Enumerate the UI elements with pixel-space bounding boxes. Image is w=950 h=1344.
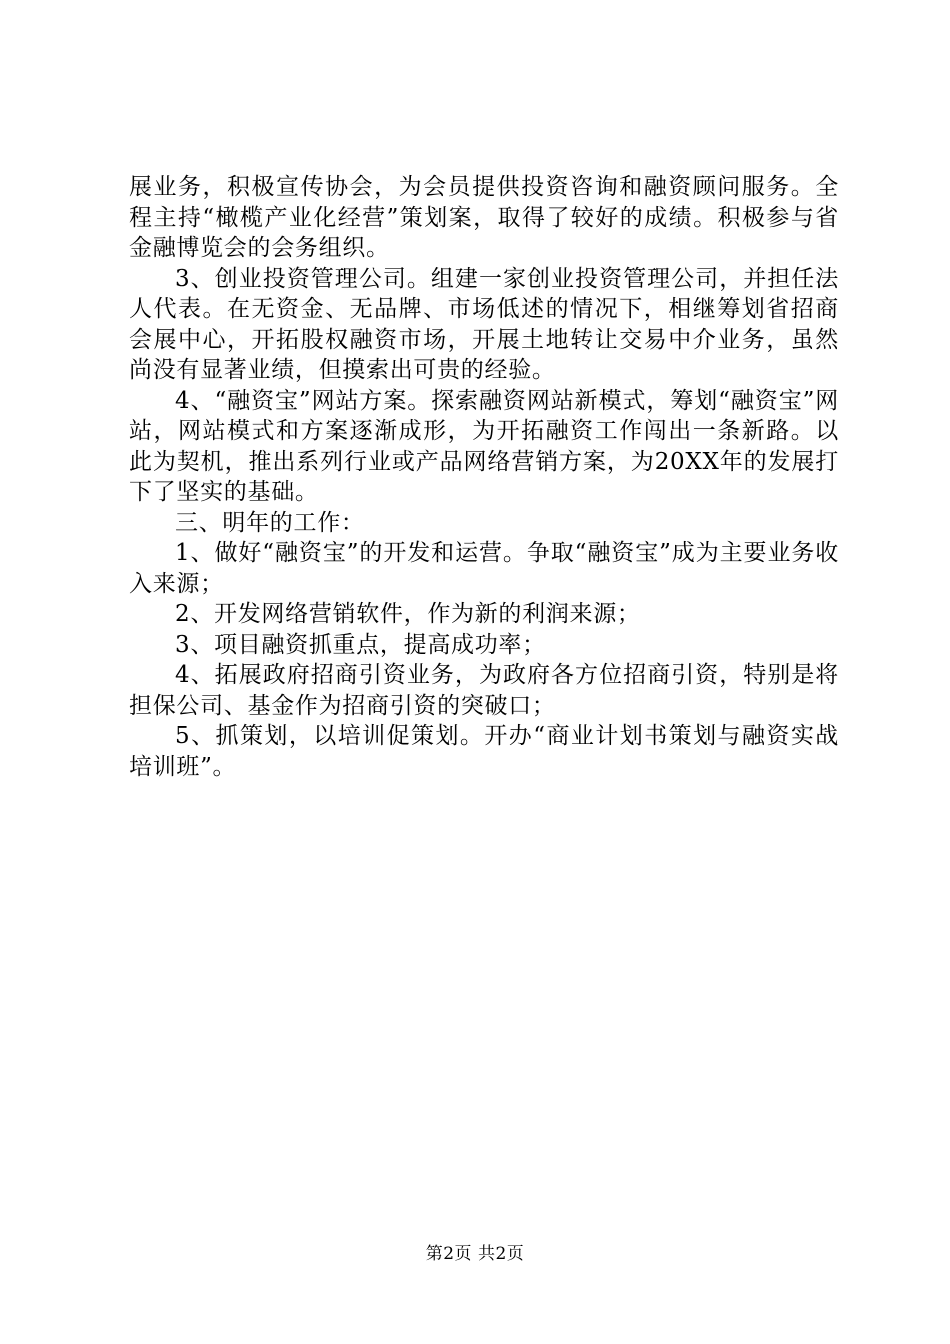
paragraph-venture-company: 3、创业投资管理公司。组建一家创业投资管理公司，并担任法人代表。在无资金、无品牌、市场低述的情况下，相继筹划省招商会展中心，开拓股权融资市场，开展土地转让交易中介业务，虽然尚没有显著业绩，但摸索出可贵的经验。 bbox=[129, 265, 839, 383]
list-item-2: 2、开发网络营销软件，作为新的利润来源； bbox=[175, 601, 641, 627]
list-item-4: 4、拓展政府招商引资业务，为政府各方位招商引资，特别是将担保公司、基金作为招商引资的突破口； bbox=[129, 662, 839, 719]
list-item-5: 5、抓策划，以培训促策划。开办“商业计划书策划与融资实战培训班”。 bbox=[129, 723, 839, 780]
section-heading-next-year: 三、明年的工作： bbox=[175, 509, 365, 536]
paragraph-rongzibao-website: 4、“融资宝”网站方案。探索融资网站新模式，筹划“融资宝”网站，网站模式和方案逐渐成形，为开拓融资工作闯出一条新路。以此为契机，推出系列行业或产品网络营销方案，为20XX年的发展打下了坚实的基础。 bbox=[129, 387, 839, 505]
page-number-footer: 第2页 共2页 bbox=[425, 1244, 525, 1264]
paragraph-continuation: 展业务，积极宣传协会，为会员提供投资咨询和融资顾问服务。全程主持“橄榄产业化经营”策划案，取得了较好的成绩。积极参与省金融博览会的会务组织。 bbox=[129, 174, 839, 261]
list-item-3: 3、项目融资抓重点，提高成功率； bbox=[175, 631, 546, 658]
list-item-1: 1、做好“融资宝”的开发和运营。争取“融资宝”成为主要业务收入来源； bbox=[129, 540, 839, 597]
document-body bbox=[129, 172, 839, 782]
